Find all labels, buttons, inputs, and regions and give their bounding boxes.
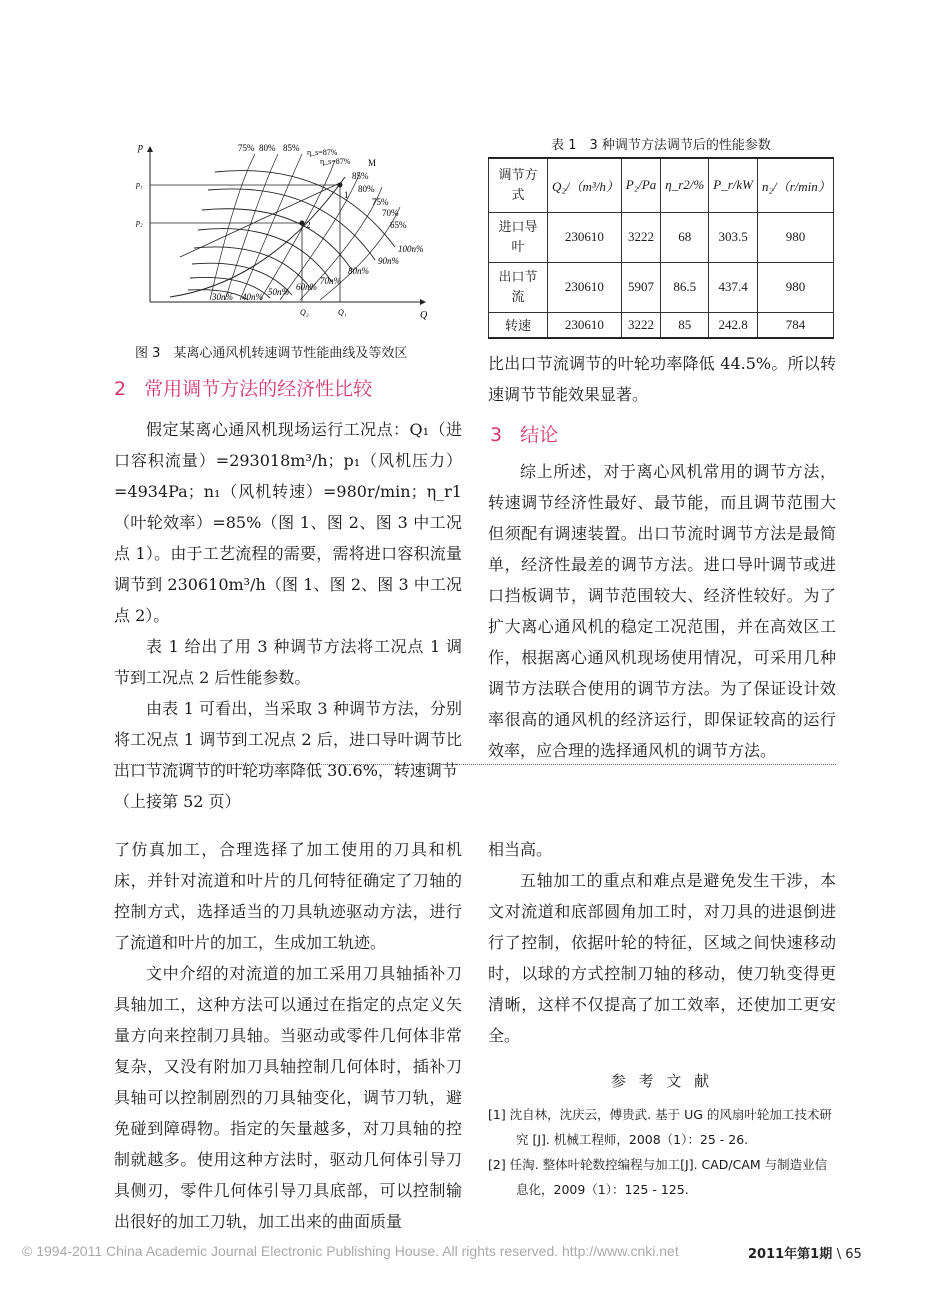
performance-curve-chart — [120, 132, 440, 332]
reference-item: [1] 沈自林，沈庆云，傅贵武. 基于 UG 的风扇叶轮加工技术研究 [J]. 机械工程师，2008（1）：25 - 26. — [488, 1107, 832, 1147]
table-row — [489, 312, 834, 338]
table-cell: 85 — [661, 312, 709, 338]
paragraph: 文中介绍的对流道的加工采用刀具轴插补刀具轴加工，这种方法可以通过在指定的点定义矢量方向来控制刀具轴。当驱动或零件几何体非常复杂，又没有附加刀具轴控制几何体时，插补刀具轴可以控制剧烈的刀具轴变化，调节刀轨，避免碰到障碍物。指定的矢量越多，对刀具轴的控制就越多。使用这种方法时，驱动几何体引导刀具侧刃，零件几何体引导刀具底部，可以控制输出很好的加工刀轨，加工出来的曲面质量 — [114, 964, 462, 1231]
section-divider — [114, 764, 836, 765]
eff-label: 85% — [352, 171, 369, 181]
table-cell: 出口节流 — [489, 262, 548, 312]
table-cell: 242.8 — [709, 312, 758, 338]
eff-label: 80% — [259, 143, 276, 153]
table-header-cell: n₂/（r/min） — [757, 158, 833, 212]
table-header-cell: P₂/Pa — [621, 158, 661, 212]
eff-label: 85% — [283, 143, 300, 153]
y-axis-label: p — [138, 142, 143, 153]
copyright-watermark: © 1994-2011 China Academic Journal Electronic Publishing House. All rights reserved. http://www.cnki.net — [22, 1243, 679, 1259]
paragraph: 比出口节流调节的叶轮功率降低 44.5%。所以转速调节节能效果显著。 — [488, 354, 836, 404]
efficiency-line — [180, 182, 342, 257]
speed-curve-80 — [202, 209, 352, 270]
section-2-heading — [114, 374, 372, 401]
table-cell: 784 — [757, 312, 833, 338]
paragraph: 表 1 给出了用 3 种调节方法将工况点 1 调节到工况点 2 后性能参数。 — [114, 637, 462, 687]
point-m-label: M — [368, 158, 377, 168]
section-title: 常用调节方法的经济性比较 — [144, 378, 373, 400]
figure-caption: 图 3 某离心通风机转速调节性能曲线及等效区 — [135, 346, 408, 361]
eff-curve — [225, 154, 278, 300]
point-2-label: 2 — [306, 220, 311, 230]
table-header-cell: η_r2/% — [661, 158, 709, 212]
eff-label: η_s=87% — [307, 148, 338, 157]
eff-label: 70% — [382, 208, 399, 218]
table-cell: 5907 — [621, 262, 661, 312]
section-3-body — [488, 456, 836, 766]
table-cell: 进口导叶 — [489, 212, 548, 262]
table-header-cell: Q₂/（m³/h） — [548, 158, 622, 212]
operating-point-1 — [338, 183, 343, 188]
table-cell: 980 — [757, 262, 833, 312]
p2-label: p₂ — [136, 218, 143, 227]
section-2-body — [114, 414, 462, 786]
speed-label: 40n% — [242, 292, 263, 302]
table-row — [489, 262, 834, 312]
x-axis-label: Q — [420, 310, 428, 321]
table-cell: 980 — [757, 212, 833, 262]
table-cell: 230610 — [548, 312, 622, 338]
table-cell: 303.5 — [709, 212, 758, 262]
paragraph: 综上所述，对于离心风机常用的调节方法，转速调节经济性最好、最节能，而且调节范围大但须配有调速装置。出口节流时调节方法是最简单，经济性最差的调节方法。进口导叶调节或进口挡板调节，调节范围较大、经济性较好。为了扩大离心通风机的稳定工况范围，并在高效区工作，根据离心通风机现场使用情况，可采用几种调节方法联合使用的调节方法。为了保证设计效率很高的通风机的经济运行，即保证较高的运行效率，应合理的选择通风机的调节方法。 — [488, 462, 836, 760]
speed-curve-90 — [208, 189, 375, 260]
operating-point-2 — [300, 221, 305, 226]
speed-label: 60n% — [296, 282, 317, 292]
eff-label: 65% — [390, 220, 407, 230]
eff-curve — [320, 207, 400, 300]
eff-label: 80% — [358, 184, 375, 194]
point-1-label: 1 — [344, 190, 349, 200]
eff-label: η_s=87% — [320, 157, 351, 166]
table-cell: 230610 — [548, 262, 622, 312]
table-cell: 68 — [661, 212, 709, 262]
table-header-cell: 调节方式 — [489, 158, 548, 212]
table-row — [489, 212, 834, 262]
table-cell: 3222 — [621, 312, 661, 338]
eff-label: 75% — [238, 143, 255, 153]
issue-label: 2011年第1期 — [748, 1247, 833, 1262]
page-number: \ 65 — [836, 1247, 862, 1262]
speed-label: 100n% — [398, 244, 424, 254]
figure-3 — [120, 132, 440, 332]
references-list — [488, 1102, 836, 1202]
paragraph: 假定某离心通风机现场运行工况点：Q₁（进口容积流量）=293018m³/h；p₁（风机压力）=4934Pa；n₁（风机转速）=980r/min；η_r1（叶轮效率）=85%（图 1、图 2、图 3 中工况点 1）。由于工艺流程的需要，需将进口容积流量调节到 230610m³/h（图 1、图 2、图 3 中工况点 2）。 — [114, 420, 462, 625]
eff-label: 75% — [372, 197, 389, 207]
table-cell: 3222 — [621, 212, 661, 262]
continued-label: （上接第 52 页） — [114, 792, 241, 811]
speed-curve-100 — [215, 171, 395, 247]
system-curve — [170, 177, 345, 297]
bottom-right-body — [488, 834, 836, 1051]
bottom-left-body — [114, 834, 462, 1237]
p1-label: p₁ — [136, 180, 143, 189]
q2-label: Q₂ — [300, 308, 309, 317]
speed-label: 90n% — [378, 256, 399, 266]
paragraph: 由表 1 可看出，当采取 3 种调节方法，分别将工况点 1 调节到工况点 2 后，进口导叶调节比出口节流调节的叶轮功率降低 30.6%，转速调节 — [114, 699, 462, 780]
speed-label: 30n% — [212, 292, 233, 302]
table-cell: 86.5 — [661, 262, 709, 312]
q1-label: Q₁ — [338, 308, 347, 317]
references-title: 参 考 文 献 — [610, 1072, 714, 1090]
speed-label: 80n% — [348, 266, 369, 276]
section-title: 结论 — [520, 424, 559, 446]
speed-label: 50n% — [268, 287, 289, 297]
section-number: 2 — [114, 378, 127, 400]
table-cell: 230610 — [548, 212, 622, 262]
paragraph: 五轴加工的重点和难点是避免发生干涉，本文对流道和底部圆角加工时，对刀具的进退倒进行了控制，依据叶轮的特征，区域之间快速移动时，以球的方式控制刀轴的移动，使刀轨变得更清晰，这样不仅提高了加工效率，还使加工更安全。 — [488, 871, 836, 1045]
paragraph: 相当高。 — [488, 840, 553, 859]
right-column-continuation — [488, 348, 836, 410]
paragraph: 了仿真加工，合理选择了加工使用的刀具和机床，并针对流道和叶片的几何特征确定了刀轴的控制方式，选择适当的刀具轨迹驱动方法，进行了流道和叶片的加工，生成加工轨迹。 — [114, 840, 462, 952]
speed-label: 70n% — [320, 276, 341, 286]
table-header-row — [489, 158, 834, 212]
performance-table — [488, 157, 834, 339]
section-number: 3 — [490, 424, 503, 446]
section-3-heading — [490, 420, 558, 447]
table-caption: 表 1 3 种调节方法调节后的性能参数 — [551, 138, 771, 153]
table-cell: 437.4 — [709, 262, 758, 312]
page-footer — [748, 1243, 862, 1262]
reference-item: [2] 任淘. 整体叶轮数控编程与加工[J]. CAD/CAM 与制造业信息化，2009（1）：125 - 125. — [488, 1157, 828, 1197]
table-header-cell: P_r/kW — [709, 158, 758, 212]
table-cell: 转速 — [489, 312, 548, 338]
